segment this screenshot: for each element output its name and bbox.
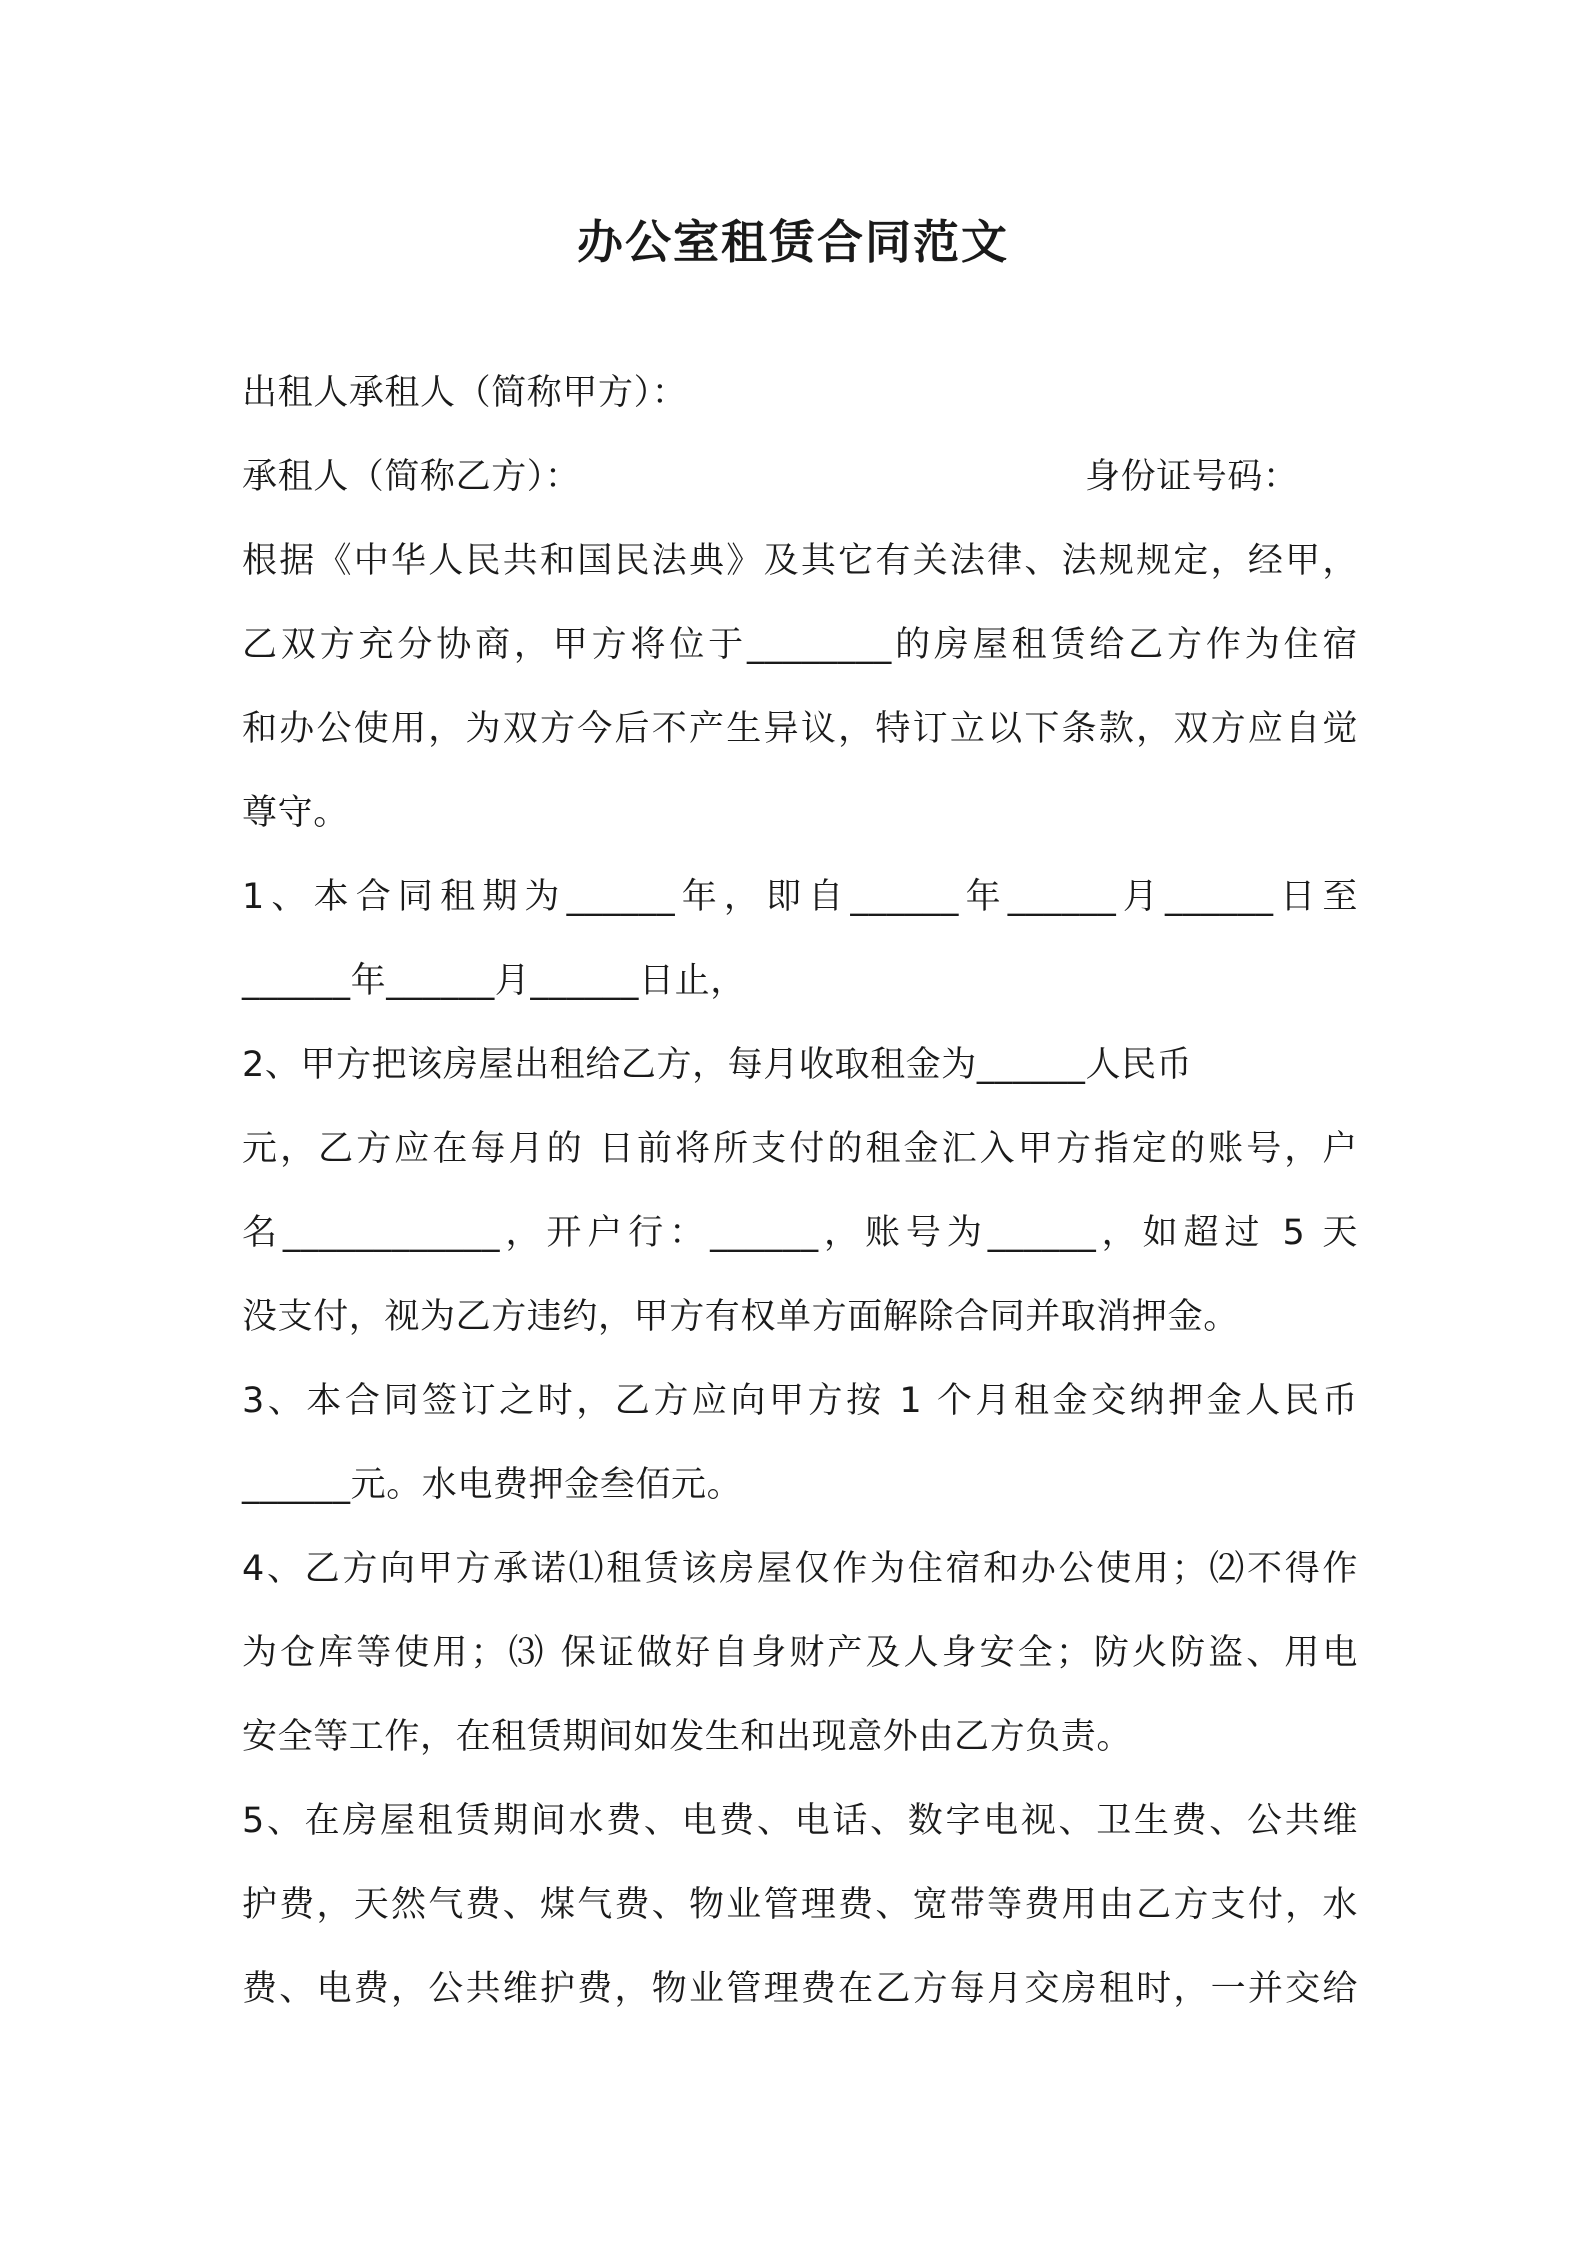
clause-line: 5、在房屋租赁期间水费、电费、电话、数字电视、卫生费、公共维 [242, 1801, 1358, 1841]
paragraph-line: 乙双方充分协商，甲方将位于________的房屋租赁给乙方作为住宿 [242, 625, 1358, 665]
clause-line: 1、本合同租期为______年，即自______年______月______日至 [242, 877, 1358, 917]
clause-line: 护费，天然气费、煤气费、物业管理费、宽带等费用由乙方支付，水 [242, 1885, 1358, 1925]
clause-line: 4、乙方向甲方承诺⑴租赁该房屋仅作为住宿和办公使用；⑵不得作 [242, 1549, 1358, 1589]
document-title: 办公室租赁合同范文 [577, 215, 1009, 269]
paragraph-line: 根据《中华人民共和国民法典》及其它有关法律、法规规定，经甲， [242, 541, 1358, 581]
clause-line: 元，乙方应在每月的 日前将所支付的租金汇入甲方指定的账号，户 [242, 1129, 1358, 1169]
clause-line: 没支付，视为乙方违约，甲方有权单方面解除合同并取消押金。 [242, 1297, 1239, 1337]
paragraph-line: 和办公使用，为双方今后不产生异议，特订立以下条款，双方应自觉 [242, 709, 1358, 749]
lessee-label: 承租人（简称乙方）： [242, 457, 581, 497]
id-number-label: 身份证号码： [1085, 457, 1299, 497]
clause-line: 2、甲方把该房屋出租给乙方，每月收取租金为______人民币 [242, 1045, 1193, 1085]
clause-line: 费、电费，公共维护费，物业管理费在乙方每月交房租时，一并交给 [242, 1969, 1358, 2009]
lessee-row [242, 452, 1358, 502]
clause-line: 安全等工作，在租赁期间如发生和出现意外由乙方负责。 [242, 1717, 1133, 1757]
clause-line: ______元。水电费押金叁佰元。 [242, 1465, 743, 1505]
clause-line: ______年______月______日止， [242, 961, 746, 1001]
lessor-line: 出租人承租人（简称甲方）： [242, 373, 688, 413]
paragraph-line: 尊守。 [242, 793, 349, 833]
clause-line: 为仓库等使用；⑶ 保证做好自身财产及人身安全；防火防盗、用电 [242, 1633, 1358, 1673]
clause-line: 3、本合同签订之时，乙方应向甲方按 1 个月租金交纳押金人民币 [242, 1381, 1358, 1421]
clause-line: 名____________，开户行：______，账号为______，如超过 5 天 [242, 1213, 1358, 1253]
